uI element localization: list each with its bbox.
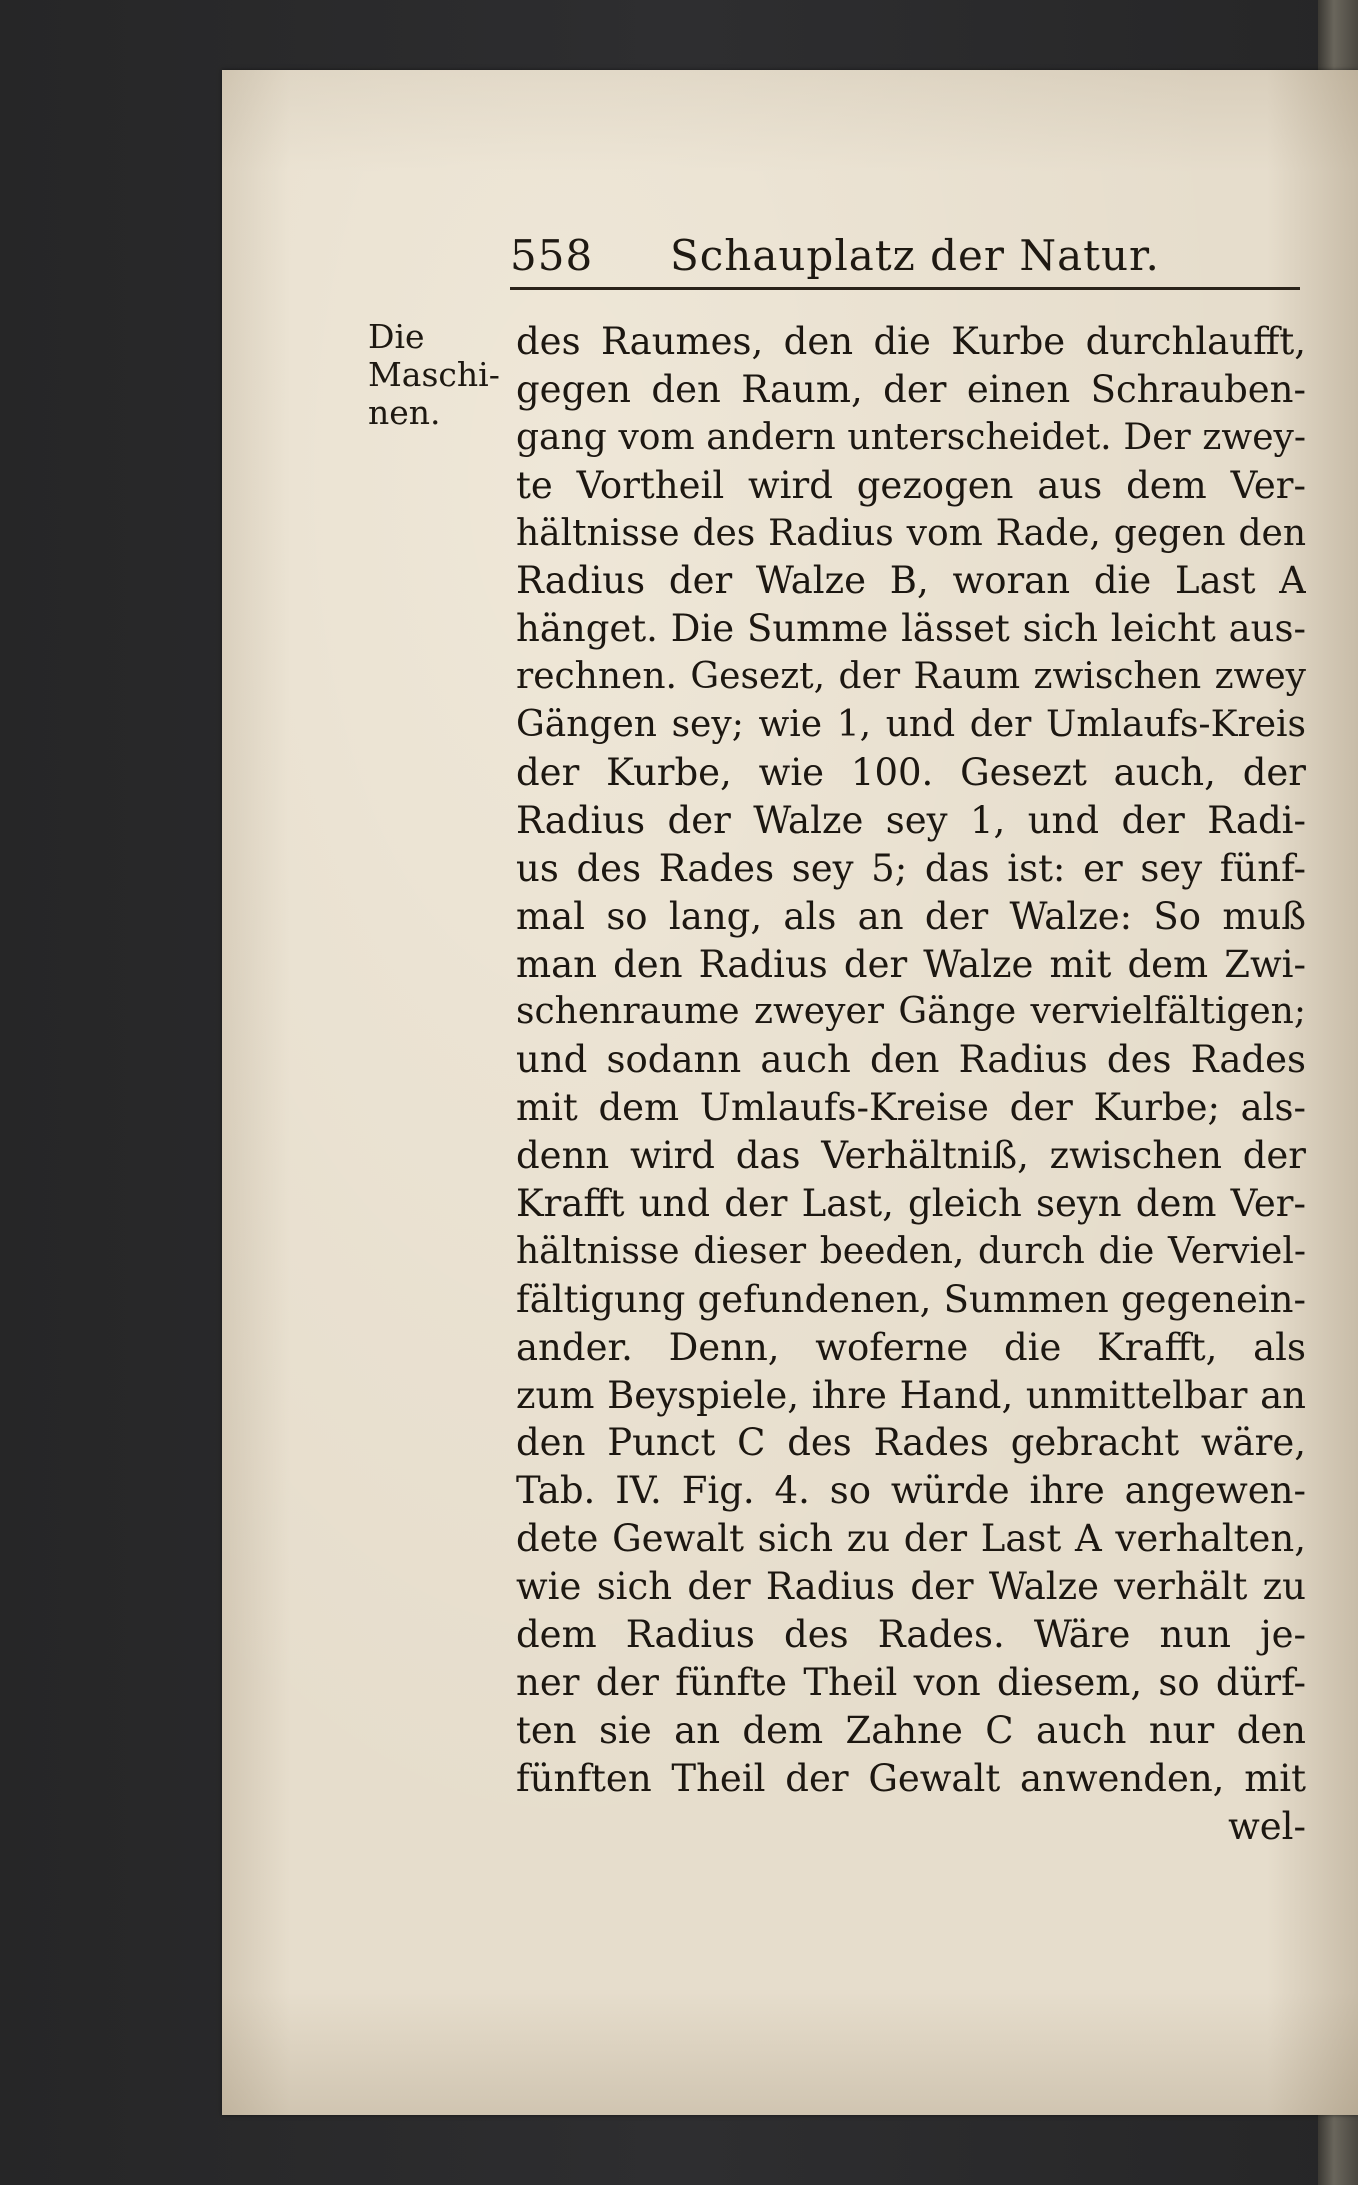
page-number: 558 (510, 231, 594, 280)
text-line: us des Rades sey 5; das ist: er sey fünf- (516, 846, 1306, 890)
text-line: und sodann auch den Radius des Rades (516, 1038, 1306, 1082)
text-line: Tab. IV. Fig. 4. so würde ihre angewen- (516, 1469, 1306, 1513)
page-header (510, 225, 1300, 295)
text-line: hänget. Die Summe lässet sich leicht aus- (516, 607, 1306, 651)
text-line: ander. Denn, woferne die Krafft, als (516, 1325, 1306, 1369)
text-line: Gängen sey; wie 1, und der Umlaufs-Kreis (516, 704, 1306, 746)
text-line: ner der fünfte Theil von diesem, so dürf- (516, 1660, 1306, 1704)
text-line: te Vortheil wird gezogen aus dem Ver- (516, 463, 1306, 507)
text-line: hältnisse des Radius vom Rade, gegen den (516, 512, 1306, 554)
text-line: der Kurbe, wie 100. Gesezt auch, der (516, 751, 1306, 795)
text-line: den Punct C des Rades gebracht wäre, (516, 1421, 1306, 1465)
text-line: dem Radius des Rades. Wäre nun je- (516, 1613, 1306, 1657)
text-line: fünften Theil der Gewalt anwenden, mit (516, 1756, 1306, 1800)
text-line: mit dem Umlaufs-Kreise der Kurbe; als- (516, 1086, 1306, 1130)
text-line: ten sie an dem Zahne C auch nur den (516, 1708, 1306, 1752)
text-line: gegen den Raum, der einen Schrauben- (516, 367, 1306, 411)
margin-note-line: Die (368, 317, 425, 356)
text-line: gang vom andern unterscheidet. Der zwey- (516, 416, 1306, 458)
text-line: zum Beyspiele, ihre Hand, unmittelbar an (516, 1373, 1306, 1417)
body-text (516, 318, 1316, 1851)
text-line: man den Radius der Walze mit dem Zwi- (516, 942, 1306, 986)
header-rule (510, 287, 1300, 290)
margin-note-line: Maschi- (368, 355, 500, 394)
text-line: Krafft und der Last, gleich seyn dem Ver- (516, 1182, 1306, 1226)
margin-note-line: nen. (368, 393, 441, 432)
text-line: hältnisse dieser beeden, durch die Verviel- (516, 1230, 1306, 1272)
text-line: Radius der Walze sey 1, und der Radi- (516, 798, 1306, 842)
margin-note (368, 318, 508, 432)
text-line: dete Gewalt sich zu der Last A verhalten, (516, 1517, 1306, 1561)
text-line: fältigung gefundenen, Summen gegenein- (516, 1277, 1306, 1321)
catchword: wel- (1228, 1804, 1306, 1848)
text-line: Radius der Walze B, woran die Last A (516, 559, 1306, 603)
text-line: mal so lang, als an der Walze: So muß (516, 894, 1306, 938)
text-line: des Raumes, den die Kurbe durchlaufft, (516, 320, 1306, 363)
text-line: denn wird das Verhältniß, zwischen der (516, 1134, 1306, 1178)
text-line: wie sich der Radius der Walze verhält zu (516, 1565, 1306, 1609)
running-title: Schauplatz der Natur. (670, 231, 1160, 280)
text-line: rechnen. Gesezt, der Raum zwischen zwey (516, 656, 1306, 698)
text-line: schenraume zweyer Gänge vervielfältigen; (516, 991, 1306, 1033)
